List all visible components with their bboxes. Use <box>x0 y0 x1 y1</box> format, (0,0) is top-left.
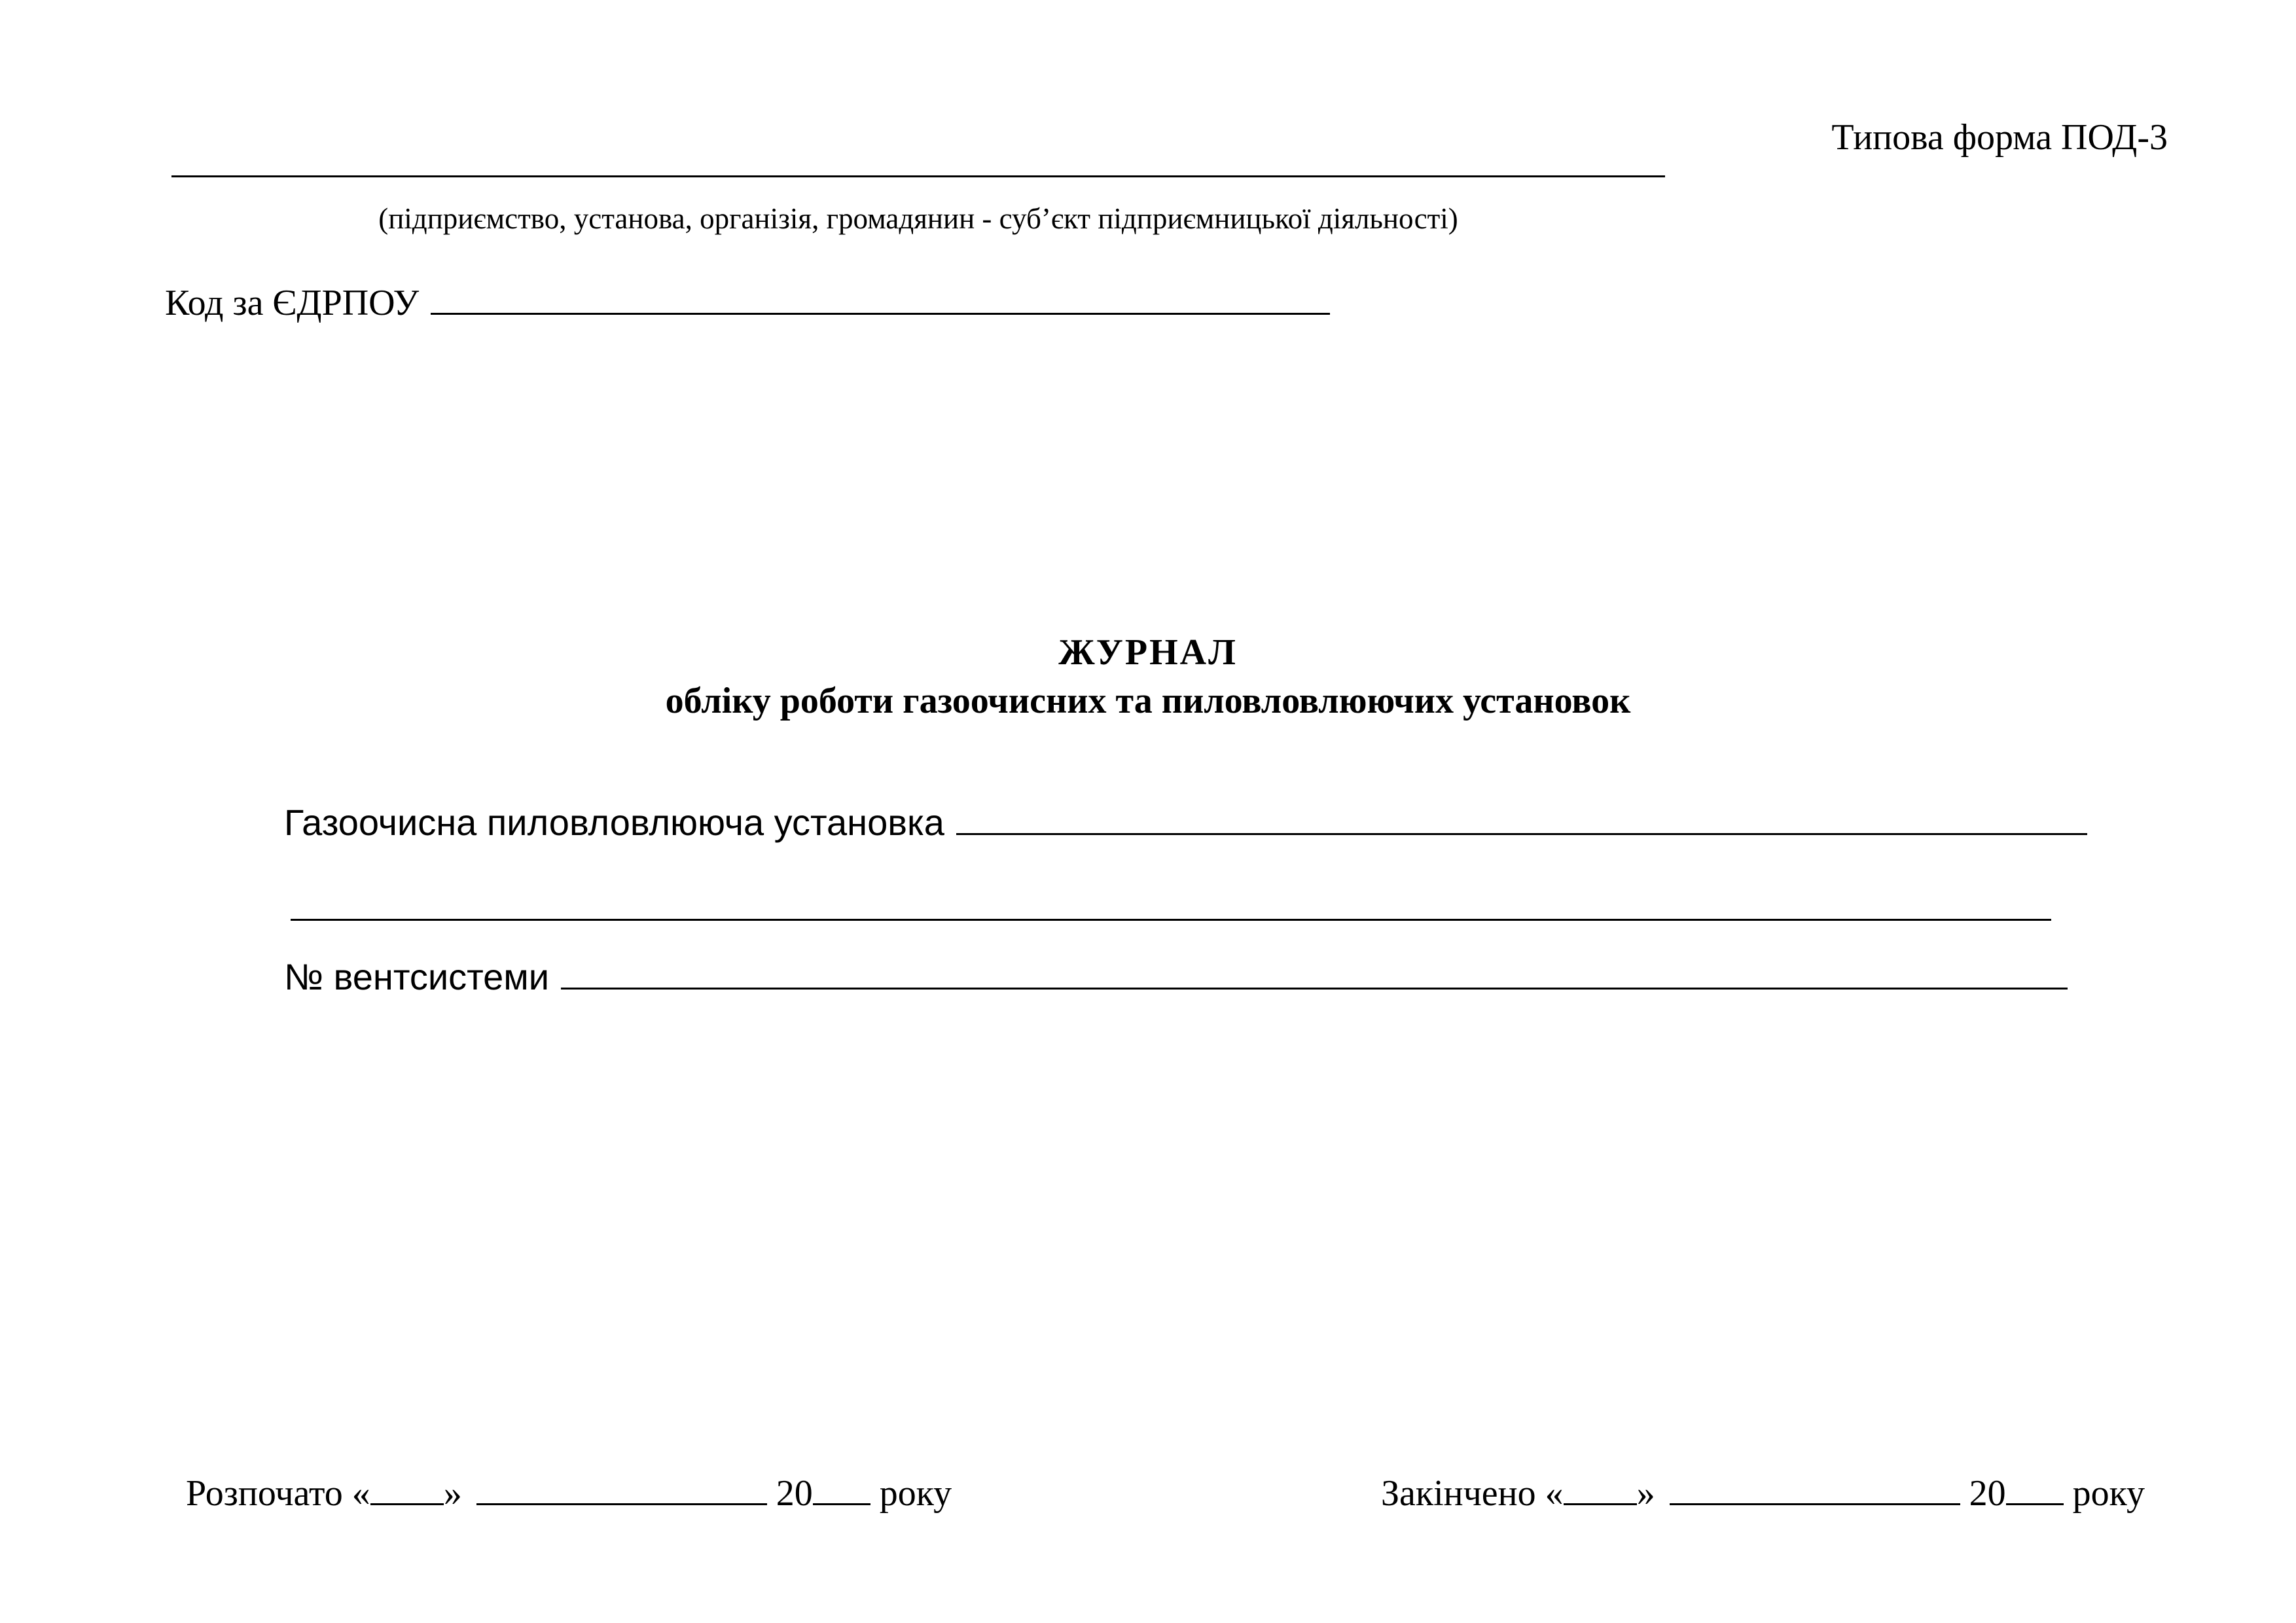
installation-field[interactable] <box>956 803 2087 835</box>
journal-title-block <box>0 628 2296 725</box>
ended-quote-close: » <box>1636 1473 1655 1514</box>
installation-label: Газоочисна пиловловлююча установка <box>284 802 944 843</box>
started-day-field[interactable] <box>370 1473 444 1505</box>
ended-day-field[interactable] <box>1564 1473 1637 1505</box>
started-year-suffix: року <box>879 1473 952 1514</box>
installation-field-continued[interactable] <box>291 919 2051 921</box>
edrpou-row <box>165 280 1330 324</box>
ended-month-field[interactable] <box>1670 1473 1960 1505</box>
started-month-field[interactable] <box>476 1473 767 1505</box>
journal-subtitle: обліку роботи газоочисних та пиловловлюючих установок <box>665 681 1631 721</box>
ventsystem-label: № вентсистеми <box>284 956 550 997</box>
ended-year-field[interactable] <box>2006 1473 2064 1505</box>
started-year-field[interactable] <box>813 1473 870 1505</box>
edrpou-label: Код за ЄДРПОУ <box>165 283 420 323</box>
ended-label: Закінчено « <box>1381 1473 1564 1514</box>
ended-year-prefix: 20 <box>1969 1473 2006 1514</box>
ventsystem-field[interactable] <box>561 957 2068 990</box>
form-type-label: Типова форма ПОД-3 <box>1831 117 2168 158</box>
started-label: Розпочато « <box>186 1473 370 1514</box>
organization-name-line[interactable] <box>171 175 1665 177</box>
started-date-row <box>186 1472 952 1514</box>
started-quote-close: » <box>443 1473 462 1514</box>
ended-year-suffix: року <box>2072 1473 2145 1514</box>
started-year-prefix: 20 <box>776 1473 813 1514</box>
installation-row <box>284 801 2087 844</box>
ended-date-row <box>1381 1472 2145 1514</box>
organization-caption: (підприємство, установа, організія, громадянин - суб’єкт підприємницької діяльності) <box>378 202 1458 235</box>
ventsystem-row <box>284 955 2068 998</box>
edrpou-field[interactable] <box>431 280 1330 315</box>
journal-title: ЖУРНАЛ <box>1058 632 1238 673</box>
